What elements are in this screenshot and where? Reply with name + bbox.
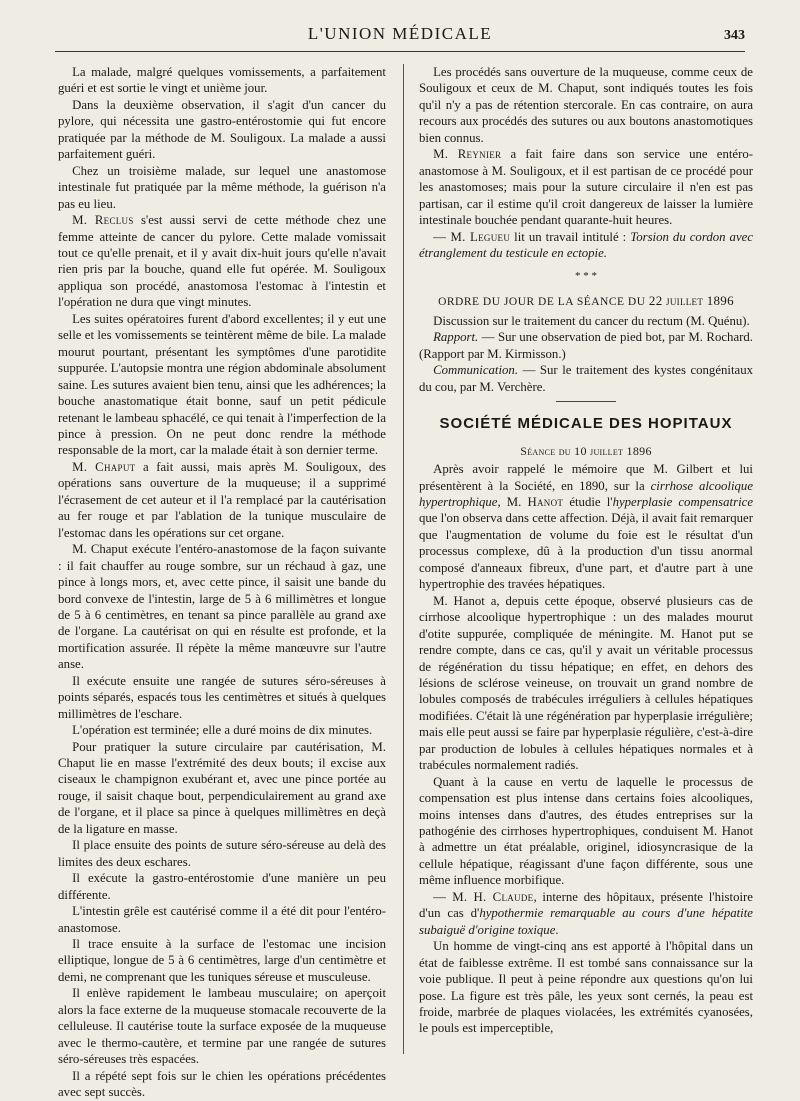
paragraph: Il exécute la gastro-entérostomie d'une manière un peu différente.: [58, 871, 386, 902]
paragraph: Chez un troisième malade, sur lequel une anastomose intestinale fut pratiquée par la même méthode, la guérison n'a pas eu lieu.: [58, 163, 386, 211]
author-name: — M. Legueu: [433, 229, 511, 244]
paragraph: La malade, malgré quelques vomissements, a parfaitement guéri et est sortie le vingt et unième jour.: [58, 65, 386, 96]
short-divider: [556, 401, 616, 402]
italic-term: cirrhose alcoolique hypertrophique: [419, 478, 753, 509]
paragraph: Discussion sur le traitement du cancer du rectum (M. Quénu).: [433, 313, 750, 328]
paragraph-text: — Sur le traitement des kystes congénitaux du cou, par M. Verchère.: [419, 363, 753, 394]
section-title: SOCIÉTÉ MÉDICALE DES HOPITAUX: [439, 415, 733, 433]
paragraph: [419, 146, 753, 228]
paragraph: [419, 362, 753, 395]
paragraph: M. Chaput exécute l'entéro-anastomose de la façon suivante : il fait chauffer au rouge sombre, sur un réchaud à gaz, une pince à longs mors, et, avec cette pince, il saisit une bande du bord convexe de l'intestin, large de 5 à 6 millimètres et longue de 5 à 6 centimètres, en tenant sa pince parallèle au grand axe de l'organe. La cautérisat on qui en résulte est profonde, et la mortification assurée. Il répète la même manœuvre sur l'autre anse.: [58, 542, 386, 672]
paragraph-text: , M.: [497, 494, 528, 509]
author-name: — M. H. Claude: [433, 889, 534, 904]
paragraph-text: s'est aussi servi de cette méthode chez une femme atteinte de cancer du pylore. Cette malade vomissait tout ce qu'elle prenait, et il y avait dix-huit jours qu'elle n'avait rien pris par la bouche, quand elle fut opérée. M. Souligoux appliqua son procédé, anastomosa l'estomac à l'intestin et l'opération ne dura que vingt minutes.: [58, 213, 386, 310]
author-name: M. Reclus: [72, 213, 134, 228]
paragraph-text: a fait faire dans son service une entéro-anastomose à M. Souligoux, et il est partisan de ce procédé pour les anastomoses; mais pour la suture circulaire il n'en est pas partisan, car il estime qu'il croit dangereux de laisser la lumière intestinale bouchée pendant quarante-huit heures.: [419, 147, 753, 228]
paragraph: [419, 329, 753, 362]
paragraph-text: que l'on observa dans cette affection. Déjà, il avait fait remarquer que l'augmentation de volume du foie est le résultat d'un processus complexe, dû à la production d'un tissu anormal composé d'anneaux fibreux, d'une part, et d'autre part à une hypertrophie des travées hépatiques.: [419, 511, 753, 592]
paragraph: Il enlève rapidement le lambeau musculaire; on aperçoit alors la face externe de la muqueuse stomacale recouverte de la celluleuse. Il cautérise toute la surface exposée de la muqueuse avec le thermo-cautère, et termine par une rangée de sutures séro-séreuses très espacées.: [58, 986, 386, 1067]
author-name: Hanot: [527, 494, 564, 509]
paragraph: L'intestin grêle est cautérisé comme il a été dit pour l'entéro-anastomose.: [58, 904, 386, 935]
paragraph: [419, 889, 753, 938]
paragraph: Il trace ensuite à la surface de l'estomac une incision elliptique, longue de 5 à 6 centimètres, large d'un centimètre et demi, ne comprenant que les tuniques séreuse et musculeuse.: [58, 937, 386, 984]
author-name: M. Chaput: [72, 459, 136, 474]
page-number: 343: [724, 28, 745, 43]
paragraph: Il exécute ensuite une rangée de sutures séro-séreuses à points séparés, espacés tous les centimètres et situés à quelques millimètres de l'eschare.: [58, 673, 386, 721]
paragraph: [419, 461, 753, 593]
paragraph: Il place ensuite des points de suture séro-séreuse au delà des limites des deux eschares.: [58, 838, 386, 869]
paragraph-text: , interne des hôpitaux, présente l'histoire d'un cas d': [419, 889, 753, 921]
paragraph: Un homme de vingt-cinq ans est apporté à l'hôpital dans un état de faiblesse extrême. Il est tombé sans connaissance sur la voie publique. Il peut à peine répondre aux questions qu'on lui pose. La figure est très pâle, les yeux sont cernés, la peau est froide, marbrée de plaques violacées, les extrémités cyanosées, le pouls est imperceptible,: [419, 939, 753, 1036]
paragraph: L'opération est terminée; elle a duré moins de dix minutes.: [72, 723, 373, 738]
header-rule: [55, 51, 745, 52]
paragraph-text: étudie l': [563, 494, 613, 509]
right-column: [419, 64, 753, 1037]
italic-term: hypothermie remarquable au cours d'une hépatite subaiguë d'origine toxique: [419, 906, 753, 937]
paragraph-text: — Sur une observation de pied bot, par M. Rochard. (Rapport par M. Kirmisson.): [419, 330, 753, 361]
item-label: Communication.: [433, 363, 519, 378]
paragraph-text: Après avoir rappelé le mémoire que M. Gilbert et lui présentèrent à la Société, en 1890, sur la: [419, 462, 753, 493]
work-title: Torsion du cordon avec étranglement du testicule en ectopie.: [419, 229, 753, 260]
paragraph: [419, 229, 753, 262]
column-divider: [403, 64, 404, 1054]
paragraph-text: .: [555, 922, 559, 937]
journal-title: L'UNION MÉDICALE: [307, 24, 493, 43]
paragraph: M. Hanot a, depuis cette époque, observé plusieurs cas de cirrhose alcoolique hypertrophique : un des malades mourut d'otite suppurée, compliquée de méningite. M. Hanot put se rendre compte, dans ce cas, qu'il y avait un véritable processus de régénération du tissu hépatique; en effet, en dehors des lésions de sclérose veineuse, on trouvait un grand nombre de lobules composés de trabécules irréguliers à cellules hépatiques modifiées. C'était là une régénération par hyperplasie irrégulière; mais elle peut aussi se faire par hyperplasie régulière, c'est-à-dire par production de lobules à cellules hépatiques normales et à trabécules normalement radiés.: [419, 593, 753, 773]
paragraph: Quant à la cause en vertu de laquelle le processus de compensation est plus intense dans certains foies alcooliques, moins intenses dans d'autres, des études entreprises sur la pathogénie des cirrhoses hypertrophiques, conduisent M. Hanot à admettre un état préalable, originel, idiosyncrasique de la cellule hépatique, réagissant d'une façon différente, sous une même influence morbifique.: [419, 774, 753, 888]
italic-term: hyperplasie compensatrice: [612, 494, 754, 509]
paragraph: Dans la deuxième observation, il s'agit d'un cancer du pylore, qui nécessita une gastro-entérostomie qui fut encore pratiquée par la méthode de M. Souligoux. La malade a aussi parfaitement guéri.: [58, 97, 386, 162]
paragraph: [58, 459, 386, 541]
author-name: M. Reynier: [433, 147, 502, 162]
order-heading-text: ORDRE DU JOUR DE LA SÉANCE DU: [438, 296, 646, 309]
paragraph-text: lit un travail intitulé :: [510, 229, 631, 244]
order-date: 22 juillet 1896: [648, 293, 734, 309]
section-separator: * * *: [575, 270, 597, 283]
left-column: [58, 64, 386, 1101]
paragraph: Pour pratiquer la suture circulaire par cautérisation, M. Chaput lie en masse l'extrémité des deux bouts; il excise aux ciseaux le champignon exubérant et, avec une pince portée au rouge, il saisit chaque bout, perpendiculairement au grand axe de l'organe, et il place sa pince à quelques millimètres en deçà de la ligature en masse.: [58, 739, 386, 836]
paragraph-text: a fait aussi, mais après M. Souligoux, des opérations sans ouverture de la muqueuse; il a supprimé l'écrasement de cet auteur et il l'a remplacé par la cautérisation au fer rouge et par l'ablation de la tunique musculaire de l'estomac dans les opérations sur cet organe.: [58, 459, 386, 540]
item-label: Rapport.: [433, 330, 479, 345]
page-header: [55, 14, 745, 50]
paragraph: [58, 212, 386, 311]
paragraph: Les suites opératoires furent d'abord excellentes; il y eut une selle et les vomissements se teintèrent même de bile. La malade mourut pourtant, présentant les symptômes d'une parotidite suppurée. L'autopsie montra une région abdominale absolument saine. Les sutures avaient bien tenu, ainsi que les adhérences; la bouche anastomatique était bonne, sauf un petit pédicule retenant le lambeau sphacélé, ce qui tenait à l'imperfection de la pince à pression. On ne peut donc rendre la méthode responsable de la mort, car la malade était à son dernier terme.: [58, 311, 386, 458]
order-of-day-heading: [419, 293, 753, 310]
paragraph: Les procédés sans ouverture de la muqueuse, comme ceux de Souligoux et ceux de M. Chaput, sont indiqués toutes les fois qu'il n'y a pas de rétention stercorale. En cas contraire, on aura recours aux procédés des sutures ou aux boutons anastomotiques bien connus.: [419, 65, 753, 145]
session-date: Séance du 10 juillet 1896: [520, 443, 652, 458]
paragraph: Il a répété sept fois sur le chien les opérations précédentes avec sept succès.: [58, 1068, 386, 1100]
